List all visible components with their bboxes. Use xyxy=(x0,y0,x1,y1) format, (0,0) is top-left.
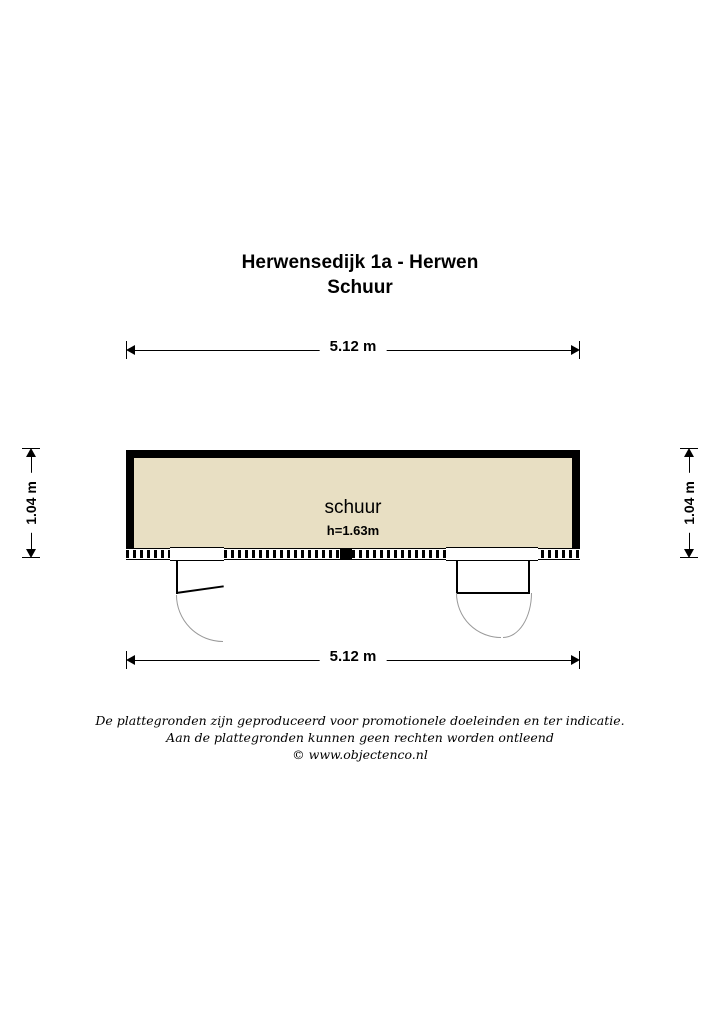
page-title xyxy=(0,250,720,301)
footer-disclaimer xyxy=(0,712,720,763)
arrow-left-icon xyxy=(126,655,135,665)
plan-room-area xyxy=(134,458,572,548)
window-run-left xyxy=(126,548,340,560)
dimension-left-height xyxy=(14,448,48,558)
door-opening-right-head xyxy=(446,547,538,548)
door-opening-left-sill xyxy=(170,560,224,561)
room-label: schuur xyxy=(324,497,382,518)
dimension-right-label: 1.04 m xyxy=(680,473,698,533)
glazing-hatch xyxy=(126,550,340,558)
arrow-right-icon xyxy=(571,655,580,665)
door-opening-right xyxy=(446,547,538,561)
title-address: Herwensedijk 1a - Herwen xyxy=(241,252,479,273)
door-leaf-left-panel xyxy=(176,585,224,594)
door-swing-arc-left xyxy=(176,548,270,642)
floor-plan xyxy=(126,450,580,556)
dimension-bottom-width xyxy=(126,643,580,673)
arrow-right-icon xyxy=(571,345,580,355)
door-opening-left-head xyxy=(170,547,224,548)
door-opening-left xyxy=(170,547,224,561)
arrow-left-icon xyxy=(126,345,135,355)
dimension-left-label: 1.04 m xyxy=(22,473,40,533)
room-height-label: h=1.63m xyxy=(326,523,380,538)
arrow-down-icon xyxy=(26,549,36,558)
dimension-top-width xyxy=(126,333,580,363)
footer-line-3: © www.objectenco.nl xyxy=(292,747,428,762)
footer-line-2: Aan de plattegronden kunnen geen rechten worden ontleend xyxy=(166,730,554,745)
dimension-top-label: 5.12 m xyxy=(320,337,387,357)
footer-line-1: De plattegronden zijn geproduceerd voor promotionele doeleinden en ter indicatie. xyxy=(95,713,625,728)
title-floor: Schuur xyxy=(327,277,393,298)
dimension-right-height xyxy=(672,448,706,558)
arrow-up-icon xyxy=(684,448,694,457)
door-opening-right-sill xyxy=(446,560,538,561)
arrow-down-icon xyxy=(684,549,694,558)
door-leaf-right-b xyxy=(528,560,530,594)
door-leaf-left xyxy=(176,560,178,594)
door-leaf-right-a xyxy=(456,560,458,594)
wall-pier-center xyxy=(340,548,352,560)
arrow-up-icon xyxy=(26,448,36,457)
dimension-bottom-label: 5.12 m xyxy=(320,647,387,667)
